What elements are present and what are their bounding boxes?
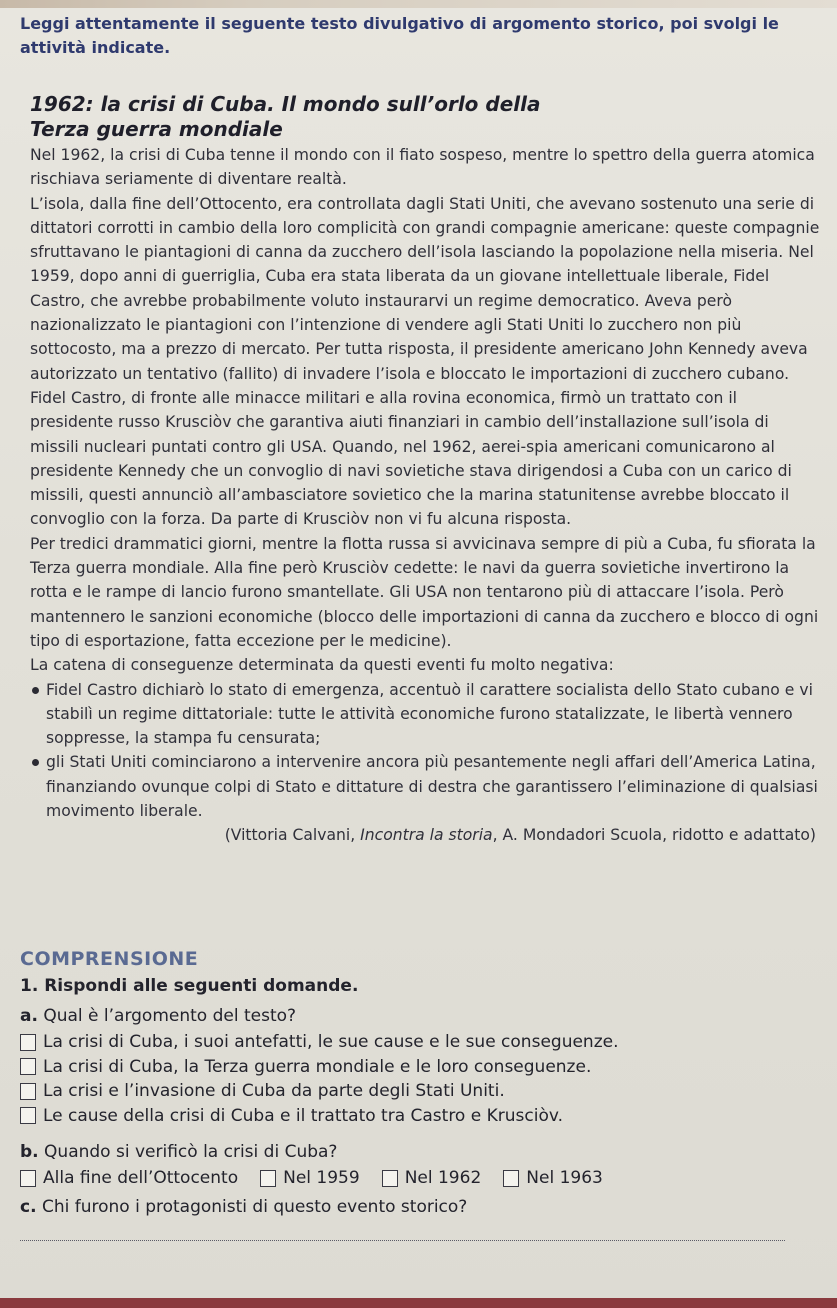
option-b1[interactable]: Alla fine dell’Ottocento <box>20 1168 238 1188</box>
book-title: Incontra la storia <box>360 826 493 845</box>
question-a: a. Qual è l’argomento del testo? <box>20 1006 297 1026</box>
checkbox[interactable] <box>382 1170 398 1187</box>
checkbox[interactable] <box>20 1083 36 1100</box>
section-title: COMPRENSIONE <box>20 948 199 970</box>
list-item: Fidel Castro dichiarò lo stato di emergenza, accentuò il carattere socialista dello Stato cubano e vi stabilì un regime dittatoriale: tutte le attività economiche furono statalizzate, le libertà vennero soppresse, la stampa fu censurata; <box>30 678 820 751</box>
paragraph: L’isola, dalla fine dell’Ottocento, era controllata dagli Stati Uniti, che avevano sostenuto una serie di dittatori corrotti in cambio della loro complicità con grandi compagnie americane: queste compagnie sfruttavano le piantagioni di canna da zucchero dell’isola lasciando la popolazione nella miseria. Nel 1959, dopo anni di guerriglia, Cuba era stata liberata da un giovane intellettuale liberale, Fidel Castro, che avrebbe probabilmente voluto instaurarvi un regime democratico. Aveva però nazionalizzato le piantagioni con l’intenzione di vendere agli Stati Uniti lo zucchero non più sottocosto, ma a prezzo di mercato. Per tutta risposta, il presidente americano John Kennedy aveva autorizzato un tentativo (fallito) di invadere l’isola e bloccato le importazioni di zucchero cubano. Fidel Castro, di fronte alle minacce militari e alla rovina economica, firmò un trattato con il presidente russo Krusciòv che garantiva aiuti finanziari in cambio dell’installazione sull’isola di missili nucleari puntati contro gli USA. Quando, nel 1962, aerei-spia americani comunicarono al presidente Kennedy che un convoglio di navi sovietiche stava dirigendosi a Cuba con un carico di missili, questi annunciò all’ambasciatore sovietico che la marina statunitense avrebbe bloccato il convoglio con la forza. Da parte di Krusciòv non vi fu alcuna risposta. <box>30 194 820 529</box>
page-top-edge <box>0 0 837 8</box>
question-c: c. Chi furono i protagonisti di questo evento storico? <box>20 1197 468 1217</box>
paragraph: Per tredici drammatici giorni, mentre la flotta russa si avvicinava sempre di più a Cuba, fu sfiorata la Terza guerra mondiale. Alla fine però Krusciòv cedette: le navi da guerra sovietiche invertirono la rotta e le rampe di lancio furono smantellate. Gli USA non tentarono più di attaccare l’isola. Però mantennero le sanzioni economiche (blocco delle importazioni di canna da zucchero e blocco di ogni tipo di esportazione, fatta eccezione per le medicine). <box>30 534 819 650</box>
option-b3[interactable]: Nel 1962 <box>382 1168 482 1188</box>
checkbox[interactable] <box>20 1058 36 1075</box>
question-b: b. Quando si verificò la crisi di Cuba? <box>20 1142 338 1162</box>
question-b-options <box>20 1168 810 1188</box>
option-a4[interactable]: Le cause della crisi di Cuba e il trattato tra Castro e Krusciòv. <box>20 1104 810 1129</box>
paragraph: La catena di conseguenze determinata da questi eventi fu molto negativa: <box>30 656 614 675</box>
checkbox[interactable] <box>20 1107 36 1124</box>
checkbox[interactable] <box>503 1170 519 1187</box>
list-item: gli Stati Uniti cominciarono a intervenire ancora più pesantemente negli affari dell’America Latina, finanziando ovunque colpi di Stato e dittature di destra che garantissero l’eliminazione di qualsiasi movimento liberale. <box>30 750 820 823</box>
option-b4[interactable]: Nel 1963 <box>503 1168 603 1188</box>
paragraph: Nel 1962, la crisi di Cuba tenne il mondo con il fiato sospeso, mentre lo spettro della guerra atomica rischiava seriamente di diventare realtà. <box>30 146 815 189</box>
consequences-list <box>30 678 820 824</box>
checkbox[interactable] <box>20 1170 36 1187</box>
option-a2[interactable]: La crisi di Cuba, la Terza guerra mondiale e le loro conseguenze. <box>20 1055 810 1080</box>
instructions: Leggi attentamente il seguente testo divulgativo di argomento storico, poi svolgi le attività indicate. <box>20 14 779 57</box>
article-title: 1962: la crisi di Cuba. Il mondo sull’orlo della Terza guerra mondiale <box>30 92 541 141</box>
question-a-options <box>20 1030 810 1128</box>
checkbox[interactable] <box>260 1170 276 1187</box>
checkbox[interactable] <box>20 1034 36 1051</box>
source-citation: (Vittoria Calvani, Incontra la storia, A. Mondadori Scuola, ridotto e adattato) <box>224 826 816 845</box>
answer-line[interactable] <box>20 1240 785 1241</box>
option-a1[interactable]: La crisi di Cuba, i suoi antefatti, le sue cause e le sue conseguenze. <box>20 1030 810 1055</box>
option-a3[interactable]: La crisi e l’invasione di Cuba da parte degli Stati Uniti. <box>20 1079 810 1104</box>
article-body <box>30 143 820 848</box>
question-title: 1. Rispondi alle seguenti domande. <box>20 976 359 996</box>
page-bottom-edge <box>0 1298 837 1308</box>
option-b2[interactable]: Nel 1959 <box>260 1168 360 1188</box>
